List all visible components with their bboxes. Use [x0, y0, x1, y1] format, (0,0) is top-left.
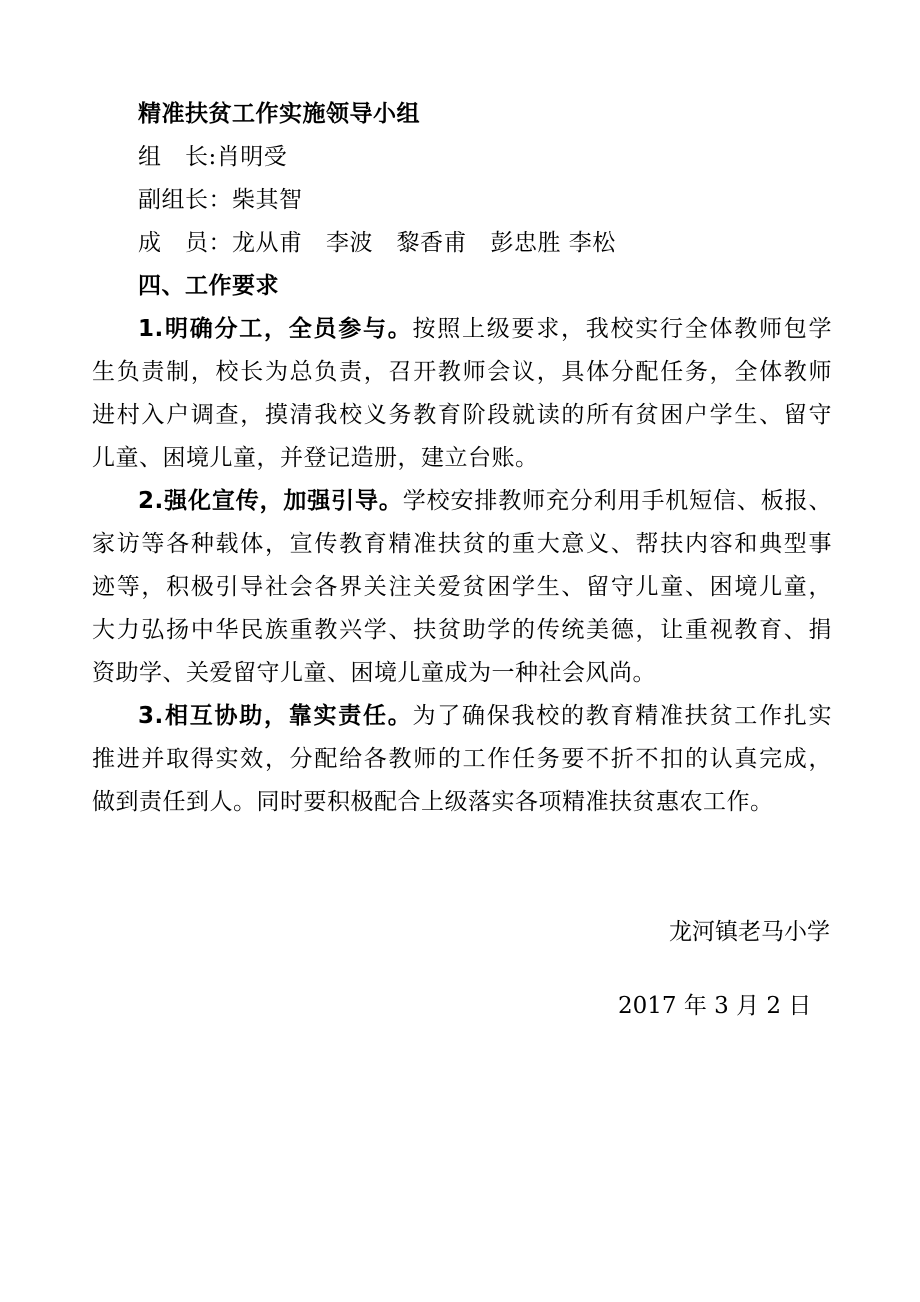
item-2-first-line — [138, 487, 832, 515]
item-2-line-5: 资助学、关爱留守儿童、困境儿童成为一种社会风尚。 — [92, 660, 656, 686]
signature-date: 2017 年 3 月 2 日 — [618, 993, 812, 1019]
item-1-lead: 1.明确分工，全员参与。 — [138, 316, 413, 342]
deputy-line: 副组长：柴其智 — [138, 187, 303, 213]
item-3-line-2: 推进并取得实效，分配给各教师的工作任务要不折不扣的认真完成， — [92, 746, 832, 772]
item-3-text: 为了确保我校的教育精准扶贫工作扎实 — [412, 703, 832, 729]
signature-organization: 龙河镇老马小学 — [669, 919, 830, 945]
leadership-title: 精准扶贫工作实施领导小组 — [138, 101, 420, 127]
item-2-text: 学校安排教师充分利用手机短信、板报、 — [402, 488, 833, 514]
item-3-line-3: 做到责任到人。同时要积极配合上级落实各项精准扶贫惠农工作。 — [92, 789, 774, 815]
item-1-line-2: 生负责制，校长为总负责，召开教师会议，具体分配任务，全体教师 — [92, 359, 832, 385]
item-2-line-3: 迹等，积极引导社会各界关注关爱贫困学生、留守儿童、困境儿童， — [92, 574, 832, 600]
item-3-first-line — [138, 702, 832, 730]
item-3-lead: 3.相互协助，靠实责任。 — [138, 703, 413, 729]
item-2-line-4: 大力弘扬中华民族重教兴学、扶贫助学的传统美德，让重视教育、捐 — [92, 617, 832, 643]
members-line: 成 员：龙从甫 李波 黎香甫 彭忠胜 李松 — [138, 230, 616, 256]
leader-line: 组 长:肖明受 — [138, 144, 288, 170]
item-1-line-4: 儿童、困境儿童，并登记造册，建立台账。 — [92, 445, 539, 471]
item-1-text: 按照上级要求，我校实行全体教师包学 — [412, 316, 832, 342]
item-2-lead: 2.强化宣传，加强引导。 — [138, 488, 403, 514]
item-2-line-2: 家访等各种载体，宣传教育精准扶贫的重大意义、帮扶内容和典型事 — [92, 531, 832, 557]
section-heading: 四、工作要求 — [138, 273, 279, 299]
item-1-line-3: 进村入户调查，摸清我校义务教育阶段就读的所有贫困户学生、留守 — [92, 402, 832, 428]
item-1-first-line — [138, 315, 832, 343]
